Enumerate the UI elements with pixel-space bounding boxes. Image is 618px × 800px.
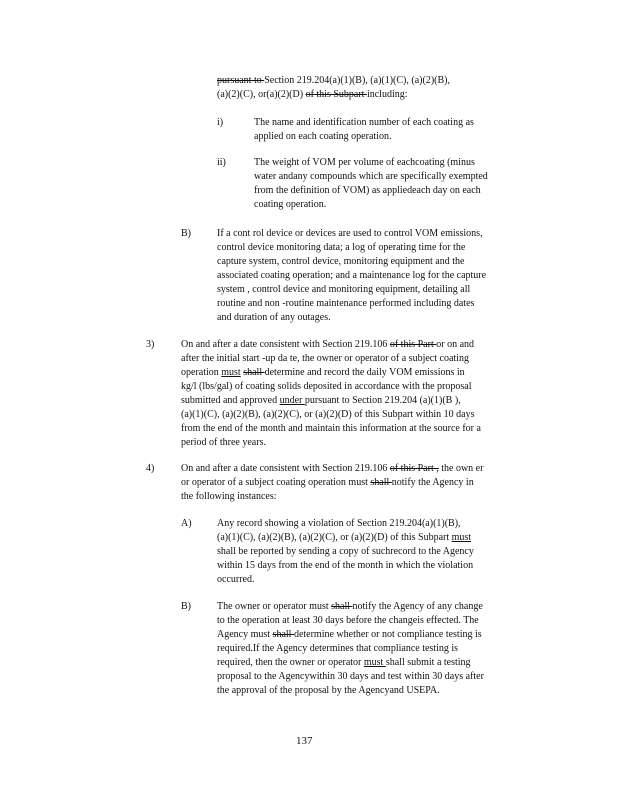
text-run: Agency must	[217, 629, 273, 640]
intro-line	[217, 88, 450, 102]
text-line	[217, 573, 474, 587]
text-line	[181, 394, 481, 408]
text-run: notify the Agency in	[391, 477, 474, 488]
text-line	[217, 628, 484, 642]
text-run: determine whether or not compliance testing is	[293, 629, 482, 640]
text-line: system , control device and monitoring equipment, detailing all	[217, 284, 471, 295]
text-line	[181, 490, 483, 504]
text-run: the own er	[438, 463, 484, 474]
struck-text: shall	[243, 367, 265, 378]
text-line: applied on each coating operation.	[254, 131, 392, 142]
text-line	[217, 559, 474, 573]
text-line	[217, 684, 484, 698]
text-line: If a cont rol device or devices are used to control VOM emissions,	[217, 228, 483, 239]
text-run: to the operation at least 30 days before the changeis effected. The	[217, 615, 479, 626]
struck-text: shall	[370, 477, 392, 488]
text-line: capture system, control device, monitoring equipment and the	[217, 256, 465, 267]
list-marker: i)	[217, 117, 224, 128]
text-run: determine and record the daily VOM emissions in	[264, 367, 465, 378]
text-run: required, then the owner or operator	[217, 657, 364, 668]
text-line	[217, 670, 484, 684]
text-line	[181, 338, 481, 352]
underlined-text: must	[221, 367, 241, 378]
intro-line	[217, 74, 450, 88]
struck-text: shall	[331, 601, 353, 612]
text-line	[181, 476, 483, 490]
text-run: the following instances:	[181, 491, 277, 502]
text-line	[217, 642, 484, 656]
text-run: required.If the Agency determines that compliance testing is	[217, 643, 459, 654]
list-marker: 3)	[146, 339, 155, 350]
text-run: the approval of the proposal by the Agencyand USEPA.	[217, 685, 440, 696]
text-line: associated coating operation; and a maintenance log for the capture	[217, 270, 487, 281]
text-run: (a)(1)(C), (a)(2)(B), (a)(2)(C), or (a)(2)(D) of this Subpart	[217, 532, 452, 543]
text-run: proposal to the Agencywithin 30 days and test within 30 days after	[217, 671, 484, 682]
text-line	[217, 517, 474, 531]
list-marker: A)	[181, 518, 192, 529]
struck-text: of this Subpart	[305, 89, 367, 100]
list-marker: ii)	[217, 157, 226, 168]
text-line: routine and non -routine maintenance performed including dates	[217, 298, 475, 309]
text-line	[181, 422, 481, 436]
struck-text: shall	[272, 629, 294, 640]
text-line	[181, 436, 481, 450]
text-run: shall be reported by sending a copy of suchrecord to the Agency	[217, 546, 474, 557]
text-run: (a)(2)(C), or(a)(2)(D)	[217, 89, 306, 100]
text-line	[181, 462, 483, 476]
text-run: occurred.	[217, 574, 255, 585]
text-run: Section 219.204(a)(1)(B), (a)(1)(C), (a)(2)(B),	[264, 75, 450, 86]
text-run: On and after a date consistent with Section 219.106	[181, 339, 390, 350]
underlined-text: under	[279, 395, 305, 406]
text-run: or on and	[436, 339, 475, 350]
text-line	[217, 600, 484, 614]
text-run: Any record showing a violation of Section 219.204(a)(1)(B),	[217, 518, 461, 529]
text-run: notify the Agency of any change	[352, 601, 483, 612]
text-line: coating operation.	[254, 199, 327, 210]
list-marker: B)	[181, 601, 191, 612]
text-run: kg/l (lbs/gal) of coating solids deposited in accordance with the proposal	[181, 381, 472, 392]
text-line: and duration of any outages.	[217, 312, 331, 323]
list-marker: 4)	[146, 463, 155, 474]
text-line	[217, 656, 484, 670]
text-line	[181, 408, 481, 422]
text-run: from the end of the month and maintain this information at the source for a	[181, 423, 481, 434]
struck-text: of this Part	[389, 339, 437, 350]
text-line: water andany compounds which are specifically exempted	[254, 171, 488, 182]
page-number: 137	[296, 735, 313, 747]
text-run: including:	[366, 89, 408, 100]
struck-text: of this Part ,	[389, 463, 439, 474]
underlined-text: must	[363, 657, 386, 668]
text-run: On and after a date consistent with Section 219.106	[181, 463, 390, 474]
text-run: or operator of a subject coating operation must	[181, 477, 371, 488]
text-run: operation	[181, 367, 222, 378]
text-line	[217, 531, 474, 545]
text-run: period of three years.	[181, 437, 266, 448]
text-run: The owner or operator must	[217, 601, 332, 612]
text-run: within 15 days from the end of the month in which the violation	[217, 560, 474, 571]
text-line: control device monitoring data; a log of operating time for the	[217, 242, 466, 253]
text-line	[181, 352, 481, 366]
text-run: submitted and approved	[181, 395, 280, 406]
text-line: The name and identification number of each coating as	[254, 117, 474, 128]
struck-text: pursuant to	[217, 75, 265, 86]
text-line	[217, 545, 474, 559]
text-line: The weight of VOM per volume of eachcoating (minus	[254, 157, 475, 168]
underlined-text: must	[451, 532, 472, 543]
text-run: pursuant to Section 219.204 (a)(1)(B ),	[304, 395, 461, 406]
text-line	[181, 366, 481, 380]
text-line: from the definition of VOM) as appliedeach day on each	[254, 185, 481, 196]
text-run: shall submit a testing	[385, 657, 471, 668]
intro-paragraph	[217, 74, 450, 102]
text-line	[217, 614, 484, 628]
text-line	[181, 380, 481, 394]
text-run: after the initial start -up da te, the owner or operator of a subject coating	[181, 353, 469, 364]
text-run: (a)(1)(C), (a)(2)(B), (a)(2)(C), or (a)(2)(D) of this Subpart within 10 days	[181, 409, 475, 420]
list-marker: B)	[181, 228, 191, 239]
